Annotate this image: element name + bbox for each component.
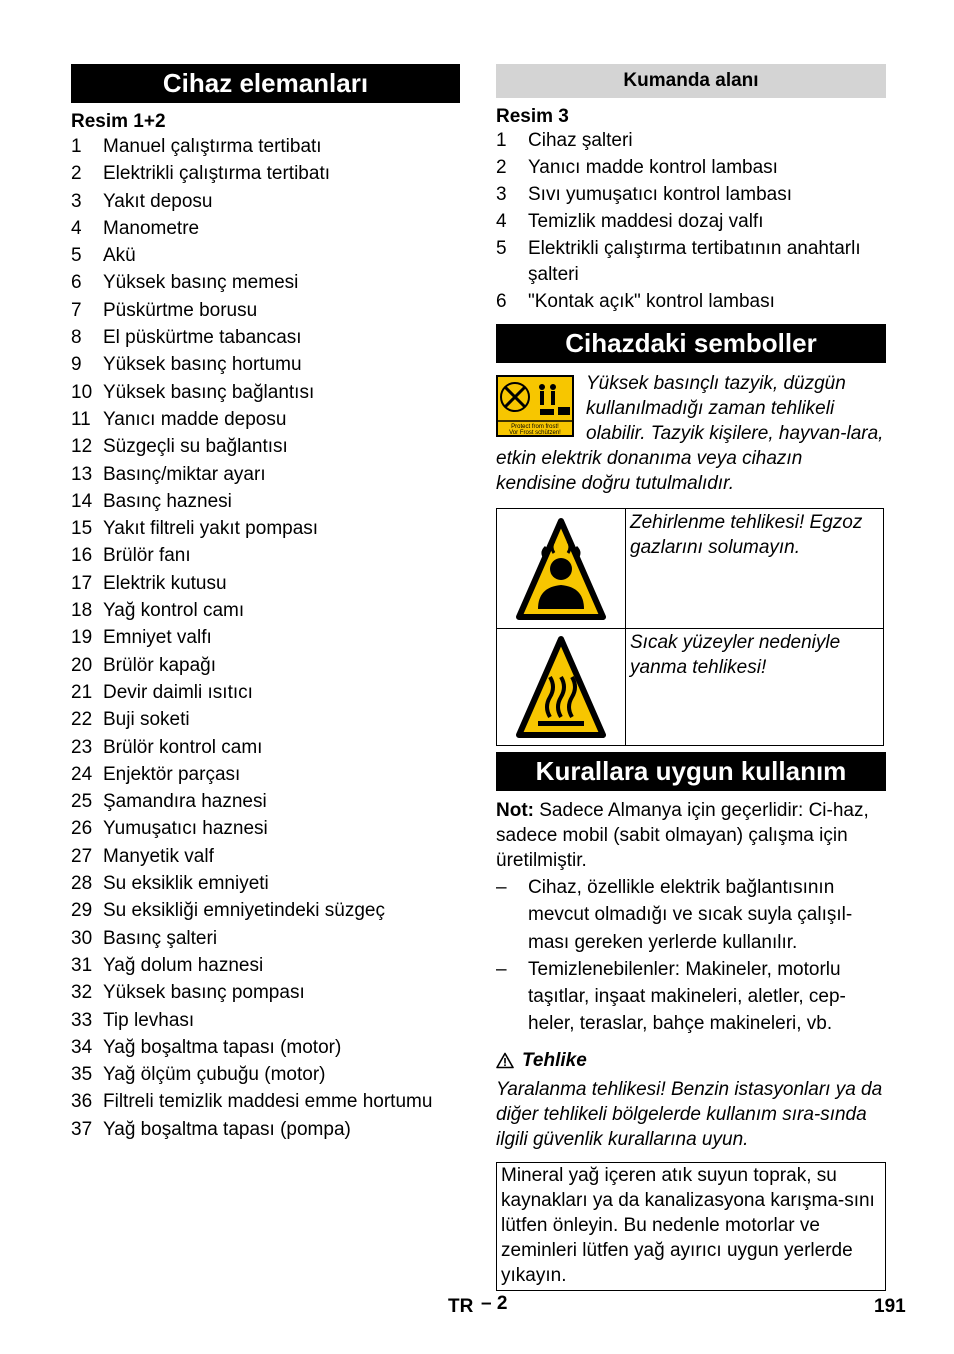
list-item xyxy=(71,734,460,761)
list-item xyxy=(71,324,460,351)
table-row xyxy=(497,629,884,746)
list-item-text: Yağ boşaltma tapası (pompa) xyxy=(103,1118,351,1140)
list-item-number: 12 xyxy=(71,436,93,458)
list-item-text: Süzgeçli su bağlantısı xyxy=(103,436,288,458)
list-item-text: Temizlik maddesi dozaj valfı xyxy=(528,211,764,232)
list-item xyxy=(71,379,460,406)
list-item-text: Basınç/miktar ayarı xyxy=(103,463,266,485)
list-item-number: 6 xyxy=(71,272,82,294)
list-item-text: Manometre xyxy=(103,217,200,239)
list-item-text: Yüksek basınç hortumu xyxy=(103,354,302,376)
list-item xyxy=(71,433,460,460)
list-item-text: Elektrik kutusu xyxy=(103,572,227,594)
list-item-number: 29 xyxy=(71,900,93,922)
list-item xyxy=(496,155,886,181)
poison-warning-text: Zehirlenme tehlikesi! Egzoz gazlarını solumayın. xyxy=(626,509,884,629)
list-item xyxy=(496,236,886,287)
list-item-text: Elektrikli çalıştırma tertibatı xyxy=(103,163,330,185)
left-column xyxy=(71,64,460,1143)
list-item-number: 16 xyxy=(71,545,93,567)
list-item-number: 5 xyxy=(496,238,507,259)
danger-heading xyxy=(496,1048,886,1073)
list-item-text: Cihaz, özellikle elektrik bağlantısının mevcut olmadığı ve sıcak suyla çalışıl-ması gereken yerlerde kullanılır. xyxy=(528,877,853,953)
list-item xyxy=(71,925,460,952)
list-item-number: 7 xyxy=(71,299,82,321)
list-item-number: 36 xyxy=(71,1091,93,1113)
section-heading-intended-use: Kurallara uygun kullanım xyxy=(496,752,886,791)
list-item xyxy=(71,952,460,979)
list-item-number: 25 xyxy=(71,791,93,813)
list-item-number: 2 xyxy=(71,163,82,185)
list-item xyxy=(496,182,886,208)
section-heading-symbols: Cihazdaki semboller xyxy=(496,324,886,363)
note-paragraph xyxy=(496,798,886,873)
list-item-number: 20 xyxy=(71,654,93,676)
list-item-number: – xyxy=(496,958,507,980)
list-item-text: Yanıcı madde kontrol lambası xyxy=(528,157,778,178)
list-item xyxy=(71,215,460,242)
footer-local-page: – 2 xyxy=(481,1293,508,1314)
list-item-number: 1 xyxy=(496,130,507,151)
list-item xyxy=(71,160,460,187)
list-item xyxy=(71,570,460,597)
list-item-number: 15 xyxy=(71,518,93,540)
list-item-text: El püskürtme tabancası xyxy=(103,327,302,349)
list-item-text: Filtreli temizlik maddesi emme hortumu xyxy=(103,1091,433,1113)
usage-list xyxy=(496,874,886,1038)
list-item xyxy=(71,133,460,160)
list-item-number: 14 xyxy=(71,490,93,512)
list-item-text: Yakıt filtreli yakıt pompası xyxy=(103,518,319,540)
section-heading-device-elements: Cihaz elemanları xyxy=(71,64,460,103)
list-item-text: Yumuşatıcı haznesi xyxy=(103,818,268,840)
list-item-number: 3 xyxy=(496,184,507,205)
list-item-text: Sıvı yumuşatıcı kontrol lambası xyxy=(528,184,792,205)
note-text: Sadece Almanya için geçerlidir: Ci-haz, sadece mobil (sabit olmayan) çalışma için üretilmiştir. xyxy=(496,800,869,871)
list-item-number: 4 xyxy=(496,211,507,232)
environment-notice-box: Mineral yağ içeren atık suyun toprak, su kaynakları ya da kanalizasyona karışma-sını lütfen önleyin. Bu nedenle motorlar ve zeminleri lütfen yağ ayırıcı uygun yerlerde yıkayın. xyxy=(496,1162,886,1291)
frost-label-line-2: Vor Frost schützen! xyxy=(509,430,561,436)
list-item-number: 31 xyxy=(71,954,93,976)
list-item-number: 27 xyxy=(71,845,93,867)
list-item-text: Su eksiklik emniyeti xyxy=(103,873,269,895)
list-item-number: 28 xyxy=(71,873,93,895)
list-item-text: Yağ boşaltma tapası (motor) xyxy=(103,1036,342,1058)
list-item xyxy=(71,351,460,378)
list-item-text: Yanıcı madde deposu xyxy=(103,408,287,430)
list-item-number: 18 xyxy=(71,600,93,622)
list-item-number: 19 xyxy=(71,627,93,649)
list-item xyxy=(71,897,460,924)
section-heading-control-panel: Kumanda alanı xyxy=(496,64,886,98)
list-item-number: – xyxy=(496,877,507,898)
list-item xyxy=(71,652,460,679)
list-item-text: Yağ ölçüm çubuğu (motor) xyxy=(103,1064,326,1086)
list-item xyxy=(71,188,460,215)
list-item-text: Manuel çalıştırma tertibatı xyxy=(103,136,322,157)
list-item-text: Basınç haznesi xyxy=(103,490,232,512)
list-item-text: Tip levhası xyxy=(103,1009,195,1031)
high-pressure-jet-warning-icon xyxy=(496,375,574,437)
device-elements-list xyxy=(71,133,460,1143)
list-item xyxy=(71,706,460,733)
list-item-text: Devir daimli ısıtıcı xyxy=(103,681,253,703)
list-item-number: 5 xyxy=(71,245,82,267)
list-item xyxy=(71,461,460,488)
list-item xyxy=(71,1116,460,1143)
list-item xyxy=(71,624,460,651)
list-item-number: 32 xyxy=(71,982,93,1004)
list-item-number: 37 xyxy=(71,1118,93,1140)
list-item-text: Yakıt deposu xyxy=(103,190,213,212)
note-label: Not: xyxy=(496,800,534,821)
list-item-text: Manyetik valf xyxy=(103,845,214,867)
list-item-text: Brülör kapağı xyxy=(103,654,217,676)
list-item-text: Su eksikliği emniyetindeki süzgeç xyxy=(103,900,385,922)
list-item xyxy=(71,297,460,324)
list-item xyxy=(71,1061,460,1088)
danger-text: Yaralanma tehlikesi! Benzin istasyonları ya da diğer tehlikeli bölgelerde kullanım sıra-sında ilgili güvenlik kurallarına uyun. xyxy=(496,1078,883,1150)
list-item-text: "Kontak açık" kontrol lambası xyxy=(528,290,775,312)
list-item xyxy=(71,488,460,515)
list-item-number: 35 xyxy=(71,1064,93,1086)
list-item-number: 21 xyxy=(71,681,93,703)
list-item xyxy=(71,1088,460,1115)
list-item-number: 33 xyxy=(71,1009,93,1031)
list-item xyxy=(71,815,460,842)
poison-gas-warning-icon xyxy=(516,517,606,621)
hot-surface-warning-text: Sıcak yüzeyler nedeniyle yanma tehlikesi! xyxy=(626,629,884,746)
list-item xyxy=(71,406,460,433)
list-item xyxy=(71,1007,460,1034)
list-item-text: Temizlenebilenler: Makineler, motorlu taşıtlar, inşaat makineleri, aletler, cep-heler, teraslar, bahçe makineleri, vb. xyxy=(528,958,846,1035)
list-item xyxy=(71,1034,460,1061)
danger-label: Tehlike xyxy=(522,1049,587,1071)
list-item xyxy=(71,679,460,706)
control-panel-list xyxy=(496,128,886,314)
list-item-number: 17 xyxy=(71,572,93,594)
list-item xyxy=(71,515,460,542)
list-item-number: 10 xyxy=(71,381,93,403)
list-item-text: Enjektör parçası xyxy=(103,763,241,785)
list-item xyxy=(71,870,460,897)
list-item xyxy=(71,542,460,569)
warning-symbols-table xyxy=(496,508,884,746)
footer-language: TR xyxy=(448,1296,474,1317)
list-item-number: 24 xyxy=(71,763,93,785)
list-item-number: 34 xyxy=(71,1036,93,1058)
list-item-number: 23 xyxy=(71,736,93,758)
high-pressure-symbol-block xyxy=(496,371,886,496)
list-item xyxy=(496,874,886,956)
list-item-text: Yağ dolum haznesi xyxy=(103,954,264,976)
list-item-number: 13 xyxy=(71,463,93,485)
list-item-number: 11 xyxy=(71,408,91,430)
list-item-number: 26 xyxy=(71,818,93,840)
list-item-number: 22 xyxy=(71,709,93,731)
list-item xyxy=(71,788,460,815)
list-item-text: Brülör fanı xyxy=(103,545,191,567)
list-item-number: 6 xyxy=(496,290,507,312)
table-row xyxy=(497,509,884,629)
list-item-text: Püskürtme borusu xyxy=(103,299,258,321)
list-item-text: Yüksek basınç bağlantısı xyxy=(103,381,315,403)
hot-surface-warning-icon xyxy=(516,635,606,739)
list-item-number: 8 xyxy=(71,327,82,349)
list-item-text: Buji soketi xyxy=(103,709,190,731)
list-item-text: Brülör kontrol camı xyxy=(103,736,263,758)
high-pressure-warning-text: Yüksek basınçlı tazyik, düzgün kullanılmadığı zaman tehlikeli olabilir. Tazyik kişilere, hayvan-lara, etkin elektrik donanıma veya cihazın kendisine doğru tutulmalıdır. xyxy=(496,373,884,494)
list-item xyxy=(71,597,460,624)
list-item xyxy=(496,128,886,154)
list-item-number: 1 xyxy=(71,136,82,157)
list-item-text: Yüksek basınç pompası xyxy=(103,982,305,1004)
poison-cell xyxy=(497,509,626,629)
list-item xyxy=(496,289,886,315)
list-item-text: Şamandıra haznesi xyxy=(103,791,267,813)
list-item-text: Elektrikli çalıştırma tertibatının anahtarlı şalteri xyxy=(528,238,861,285)
right-column xyxy=(496,64,886,1291)
list-item-text: Cihaz şalteri xyxy=(528,130,633,151)
frost-label-line-1: Protect from frost! xyxy=(511,424,559,430)
footer-page-number: 191 xyxy=(874,1296,906,1317)
list-item xyxy=(71,242,460,269)
list-item xyxy=(71,269,460,296)
list-item-text: Yüksek basınç memesi xyxy=(103,272,299,294)
list-item-text: Akü xyxy=(103,245,136,267)
list-item-number: 2 xyxy=(496,157,507,178)
warning-triangle-icon xyxy=(496,1052,514,1069)
list-item-number: 4 xyxy=(71,217,82,239)
list-item xyxy=(71,979,460,1006)
list-item xyxy=(71,761,460,788)
list-item-text: Emniyet valfı xyxy=(103,627,212,649)
list-item-text: Yağ kontrol camı xyxy=(103,600,245,622)
list-item-number: 30 xyxy=(71,927,93,949)
list-item xyxy=(496,209,886,235)
list-item-number: 3 xyxy=(71,190,82,212)
list-item-number: 9 xyxy=(71,354,82,376)
list-item xyxy=(71,843,460,870)
list-item-text: Basınç şalteri xyxy=(103,927,218,949)
figure-reference: Resim 1+2 xyxy=(71,111,166,132)
list-item xyxy=(496,956,886,1038)
hot-surface-cell xyxy=(497,629,626,746)
figure-reference-3: Resim 3 xyxy=(496,106,569,127)
